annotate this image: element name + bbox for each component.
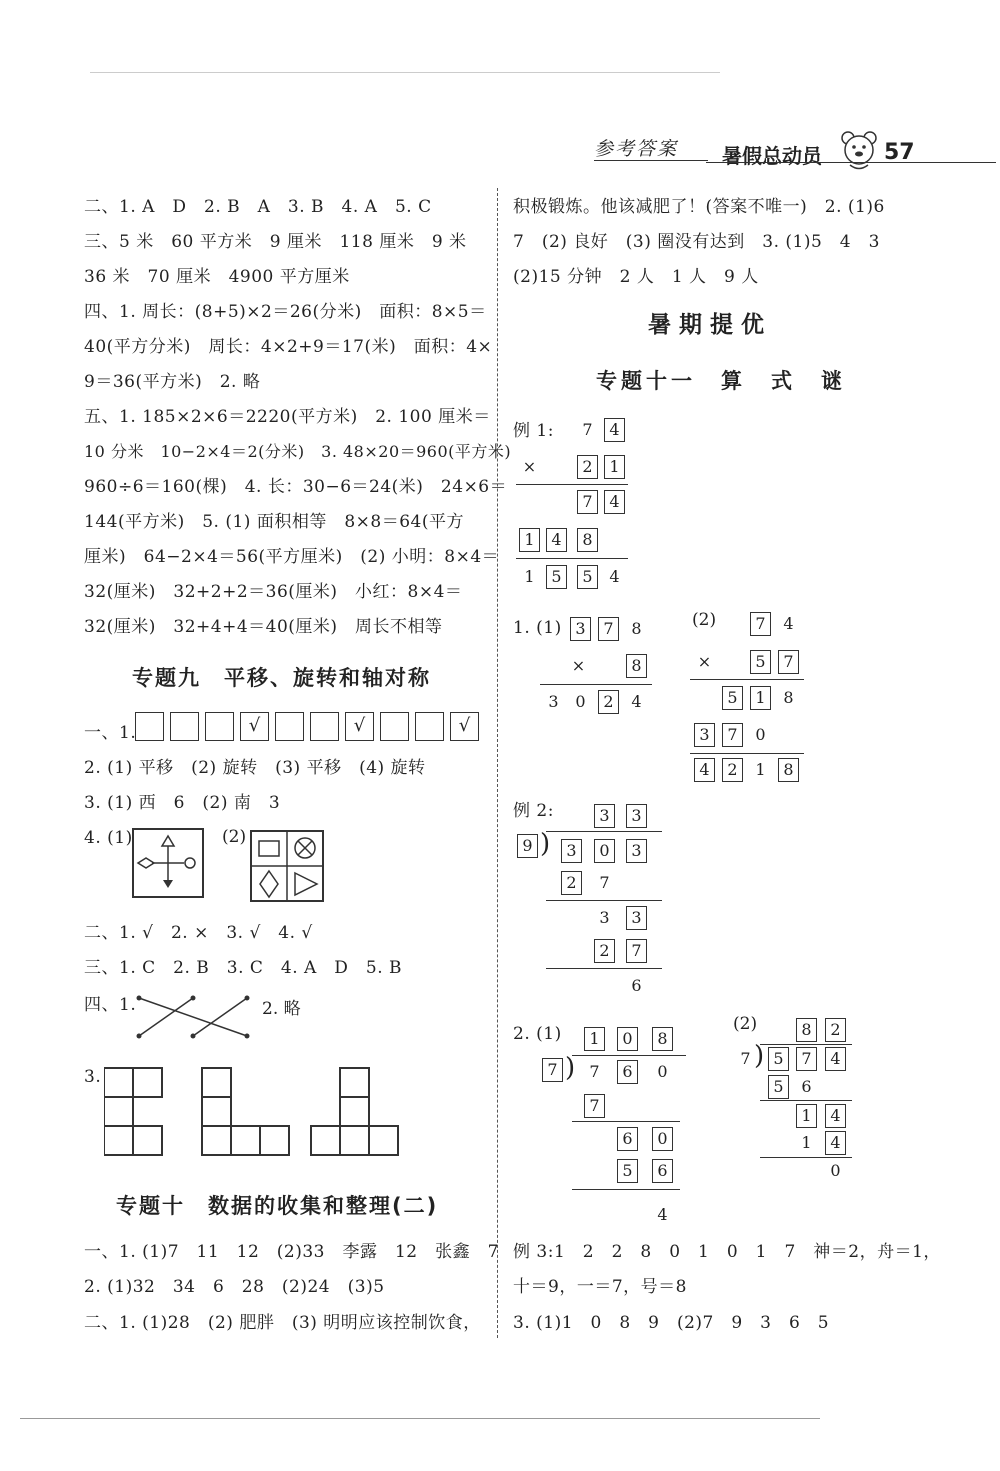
left-line-12: 32(厘米) 32+2+2＝36(厘米) 小红：8×4＝ (84, 582, 463, 602)
q1b-r4-b2: 7 (722, 723, 743, 747)
q2b-remainder: 0 (830, 1161, 841, 1180)
topic10-title: 专题十 数据的收集和整理(二) (116, 1194, 439, 1218)
ex2-d-b3: 3 (626, 839, 647, 863)
header-rule (706, 162, 996, 163)
rotation-figure-1 (132, 828, 204, 902)
right-line-2: 7 (2) 良好 (3) 圈没有达到 3. (1)5 4 3 (513, 232, 880, 252)
ex1-r5-b2: 5 (546, 565, 567, 589)
ex2-rule-1 (546, 900, 662, 901)
ex2-s2-d1: 3 (599, 908, 610, 927)
q3-label: 3. (84, 1067, 102, 1087)
q2b-s3-d1: 1 (801, 1133, 812, 1152)
q1b-r1-d2: 4 (783, 614, 794, 633)
answer-tag (594, 134, 708, 161)
ex1-r2-b2: 1 (604, 455, 625, 479)
mark-box-2 (170, 712, 199, 741)
left-line-4: 四、1. 周长：(8+5)×2＝26(分米) 面积：8×5＝ (84, 302, 487, 322)
q1a-rule (540, 684, 652, 685)
ex2-s3-b2: 7 (626, 939, 647, 963)
left-line-11: 厘米) 64−2×4＝56(平方厘米) (2) 小明：8×4＝ (84, 547, 500, 567)
q2b-d-b2: 7 (796, 1047, 817, 1071)
ex2-label: 例 2: (513, 801, 554, 821)
q1-label-2: (2) (692, 610, 717, 630)
mark-box-6 (310, 712, 339, 741)
ex2-d-b1: 3 (561, 839, 582, 863)
left-line-9: 960÷6＝160(棵) 4. 长：30−6＝24(米) 24×6＝ (84, 477, 508, 497)
left-line-2: 三、5 米 60 平方米 9 厘米 118 厘米 9 米 (84, 232, 467, 252)
q2b-s2-b1: 1 (796, 1104, 817, 1128)
left-line-7: 五、1. 185×2×6＝2220(平方米) 2. 100 厘米＝ (84, 407, 491, 427)
ex1-r4-b1: 1 (519, 528, 540, 552)
ex2-remainder: 6 (631, 976, 642, 995)
q1b-r5-b4: 8 (778, 758, 799, 782)
top-scan-edge (90, 72, 720, 73)
right-bottom-line-3: 3. (1)1 0 8 9 (2)7 9 3 6 5 (513, 1313, 830, 1333)
topic9-line-1: 2. (1) 平移 (2) 旋转 (3) 平移 (4) 旋转 (84, 758, 426, 778)
topic9-title: 专题九 平移、旋转和轴对称 (132, 666, 431, 690)
q1b-r5-d3: 1 (755, 760, 766, 779)
q1-label-1: 1. (1) (513, 618, 562, 638)
left-line-10: 144(平方米) 5. (1) 面积相等 8×8＝64(平方 (84, 512, 464, 532)
ex2-q-b1: 3 (594, 804, 615, 828)
topic10-line-1: 一、1. (1)7 11 12 (2)33 李露 12 张鑫 7 (84, 1242, 499, 1262)
q1a-r1-d3: 8 (631, 619, 642, 638)
q1b-times: × (697, 652, 712, 671)
mark-box-7: √ (345, 712, 374, 741)
q2b-q-b1: 8 (796, 1018, 817, 1042)
topic9-line-4: 三、1. C 2. B 3. C 4. A D 5. B (84, 958, 403, 978)
left-line-6: 9＝36(平方米) 2. 略 (84, 372, 261, 392)
ex1-r3-b1: 7 (577, 490, 598, 514)
q1a-r3-d1: 3 (548, 692, 559, 711)
q2a-s2-b1: 6 (617, 1127, 638, 1151)
right-bottom-line-1: 例 3:1 2 2 8 0 1 0 1 7 神＝2，舟＝1， (513, 1242, 941, 1262)
q2a-s2-b2: 0 (652, 1127, 673, 1151)
ex1-r4-b3: 8 (577, 528, 598, 552)
q2b-rule-2 (760, 1157, 852, 1158)
q1a-r3-b3: 2 (598, 690, 619, 714)
q2a-q-b1: 1 (584, 1027, 605, 1051)
ex2-s1-d2: 7 (599, 873, 610, 892)
mark-box-1 (135, 712, 164, 741)
block-figures (104, 1066, 484, 1165)
left-line-1: 二、1. A D 2. B A 3. B 4. A 5. C (84, 197, 432, 217)
q2a-s1-b1: 7 (584, 1094, 605, 1118)
ex2-s1-b1: 2 (561, 871, 582, 895)
q2b-bracket: ) (754, 1041, 765, 1071)
mark-box-4: √ (240, 712, 269, 741)
q2a-divisor: 7 (542, 1058, 563, 1082)
q1b-r3-b2: 1 (750, 686, 771, 710)
ex1-rule-1 (516, 484, 628, 485)
q1b-rule-2 (690, 753, 804, 754)
q2a-q-b3: 8 (652, 1027, 673, 1051)
q2a-d-d1: 7 (589, 1062, 600, 1081)
bottom-scan-edge (20, 1418, 820, 1419)
q1b-r3-d3: 8 (783, 688, 794, 707)
q1b-r5-b2: 2 (722, 758, 743, 782)
q2a-bracket-top (572, 1055, 686, 1056)
q2a-d-d3: 0 (657, 1062, 668, 1081)
q2b-s3-b2: 4 (825, 1131, 846, 1155)
ex1-r5-b3: 5 (577, 565, 598, 589)
q2b-q-b2: 2 (825, 1018, 846, 1042)
q2a-remainder: 4 (657, 1205, 668, 1224)
q2b-s2-b2: 4 (825, 1104, 846, 1128)
q2a-q-b2: 0 (617, 1027, 638, 1051)
right-line-1: 积极锻炼。他该减肥了！(答案不唯一) 2. (1)6 (513, 197, 885, 217)
q2b-rule-1 (760, 1100, 852, 1101)
mark-box-5 (275, 712, 304, 741)
q2b-divisor: 7 (740, 1049, 751, 1068)
q4-label-2: (2) (222, 827, 247, 847)
ex2-q-b2: 3 (626, 804, 647, 828)
ex1-rule-2 (516, 558, 628, 559)
q1a-r3-d2: 0 (575, 692, 586, 711)
left-line-3: 36 米 70 厘米 4900 平方厘米 (84, 267, 350, 287)
q2b-bracket-top (760, 1044, 852, 1045)
topic10-line-3: 二、1. (1)28 (2) 肥胖 (3) 明明应该控制饮食， (84, 1313, 481, 1333)
q2a-rule-2 (572, 1189, 680, 1190)
topic9-line-2: 3. (1) 西 6 (2) 南 3 (84, 793, 281, 813)
ex1-r3-b2: 4 (604, 490, 625, 514)
page-number: 57 (884, 140, 915, 165)
topic10-line-2: 2. (1)32 34 6 28 (2)24 (3)5 (84, 1277, 385, 1297)
q1b-r4-d3: 0 (755, 725, 766, 744)
ex2-s2-b2: 3 (626, 906, 647, 930)
q2b-s1-d2: 6 (801, 1077, 812, 1096)
q1b-r2-b2: 7 (778, 650, 799, 674)
q1a-r1-b1: 3 (570, 617, 591, 641)
bear-mascot-icon (838, 128, 880, 172)
q2b-d-b1: 5 (768, 1047, 789, 1071)
ex2-bracket: ) (540, 829, 551, 859)
q4-label-1: 4. (1) (84, 828, 133, 848)
mark-box-8 (380, 712, 409, 741)
q1a-times: × (571, 656, 586, 675)
q1a-r3-d4: 4 (631, 692, 642, 711)
q2-label-1: 2. (1) (513, 1024, 562, 1044)
ex2-bracket-top (546, 831, 662, 832)
ex1-label: 例 1: (513, 421, 554, 441)
q1a-r2-b1: 8 (626, 654, 647, 678)
ex1-r2-b1: 2 (577, 455, 598, 479)
rotation-figure-2 (250, 830, 324, 906)
q2a-s3-b2: 6 (652, 1159, 673, 1183)
right-bottom-line-2: 十＝9，一＝7，号＝8 (513, 1277, 687, 1297)
left-line-5: 40(平方分米) 周长：4×2+9＝17(米) 面积：4× (84, 337, 493, 357)
q1b-r5-b1: 4 (694, 758, 715, 782)
ex1-r5-d1: 1 (524, 567, 535, 586)
q1b-r2-b1: 5 (750, 650, 771, 674)
ex2-s3-b1: 2 (594, 939, 615, 963)
ex1-r5-d4: 4 (609, 567, 620, 586)
q-four-label: 四、1. (84, 995, 137, 1015)
book-title: 暑假总动员 (722, 144, 822, 168)
topic9-q1-label: 一、1. (84, 723, 137, 743)
column-divider (497, 188, 498, 1338)
q2a-rule-1 (572, 1121, 680, 1122)
q2a-d-b2: 6 (617, 1060, 638, 1084)
ex1-r1-b2: 4 (604, 418, 625, 442)
q2a-bracket: ) (565, 1053, 576, 1083)
ex1-r4-b2: 4 (546, 528, 567, 552)
q-four-answer: 2. 略 (262, 999, 301, 1019)
answer-tag-text: 参考答案 (594, 138, 679, 160)
q2b-d-b3: 4 (825, 1047, 846, 1071)
topic9-line-3: 二、1. √ 2. × 3. √ 4. √ (84, 923, 313, 943)
q1b-r4-b1: 3 (694, 723, 715, 747)
q1b-r3-b1: 5 (722, 686, 743, 710)
q1a-r1-b2: 7 (598, 617, 619, 641)
q2-label-2: (2) (733, 1014, 758, 1034)
ex2-divisor: 9 (517, 834, 538, 858)
q2b-s1-b1: 5 (768, 1075, 789, 1099)
section-title: 暑期提优 (648, 312, 772, 338)
mark-box-10: √ (450, 712, 479, 741)
left-line-13: 32(厘米) 32+4+4＝40(厘米) 周长不相等 (84, 617, 443, 637)
q1b-rule-1 (690, 679, 804, 680)
matching-lines (135, 992, 255, 1046)
right-line-3: (2)15 分钟 2 人 1 人 9 人 (513, 267, 759, 287)
q2a-s3-b1: 5 (617, 1159, 638, 1183)
ex1-times: × (522, 457, 537, 476)
ex2-d-b2: 0 (594, 839, 615, 863)
mark-box-3 (205, 712, 234, 741)
topic11-title: 专题十一 算 式 谜 (596, 369, 846, 393)
mark-box-9 (415, 712, 444, 741)
q1b-r1-b1: 7 (750, 612, 771, 636)
ex2-rule-2 (546, 968, 662, 969)
left-line-8: 10 分米 10−2×4＝2(分米) 3. 48×20＝960(平方米) (84, 442, 512, 461)
ex1-r1-d1: 7 (582, 420, 593, 439)
